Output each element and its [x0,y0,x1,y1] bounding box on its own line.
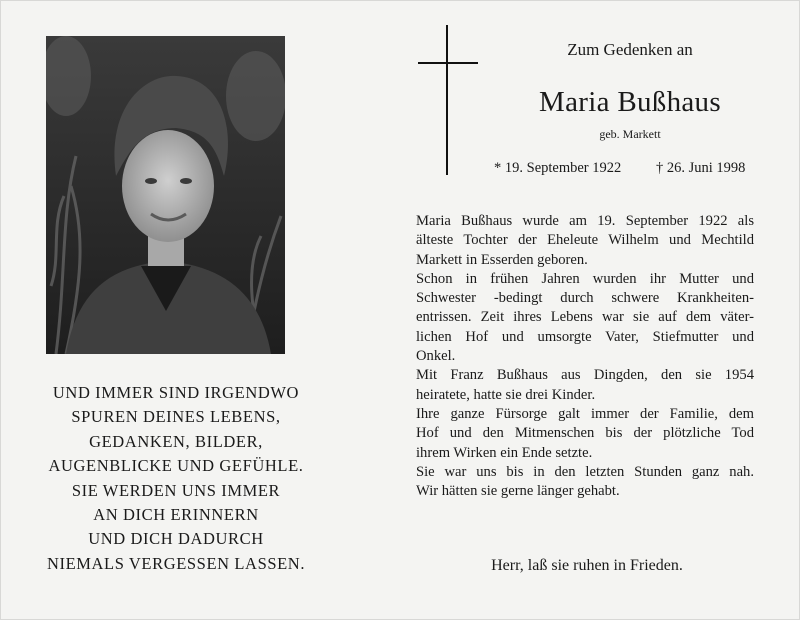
bio-line: Hof und den Mitmenschen bis der plötzliche Tod [416,425,754,442]
poem-line: UND DICH DADURCH [88,529,264,549]
deceased-name: Maria Bußhaus [539,86,721,118]
poem-line: UND IMMER SIND IRGENDWO [52,383,300,402]
bio-line: Markett in Esserden geboren. [416,251,588,268]
poem-line: AN DICH ERINNERN [93,505,259,525]
bio-line: Ihre ganze Fürsorge galt immer der Familie, dem [416,405,754,422]
bio-line: Schwester -bedingt durch schwere Krankheiten- [416,290,754,307]
bio-line: heiratete, hatte sie drei Kinder. [416,386,596,403]
memorial-intro: Zum Gedenken an [567,40,693,59]
biography [416,212,754,501]
death-date: † 26. Juni 1998 [656,160,746,176]
poem-line: SIE WERDEN UNS IMMER [71,480,281,500]
poem-line: GEDANKEN, BILDER, [89,431,263,451]
poem-line: SPUREN DEINES LEBENS, [71,407,281,427]
cross-icon [418,25,478,175]
bio-line: lichen Hof und umsorgte Vater, Stiefmutter und [416,328,754,345]
memorial-poem [20,381,332,576]
birth-date: * 19. September 1922 [494,160,622,176]
poem-line: AUGENBLICKE UND GEFÜHLE. [48,456,304,476]
birth-name: geb. Markett [599,127,661,141]
bio-line: entrissen. Zeit ihres Lebens war sie auf dem väter- [416,309,754,326]
closing-prayer: Herr, laß sie ruhen in Frieden. [491,557,683,574]
bio-line: Maria Bußhaus wurde am 19. September 1922 als [416,213,754,229]
bio-line: Sie war uns bis in den letzten Stunden ganz nah. [416,463,754,480]
bio-line: älteste Tochter der Eheleute Wilhelm und Mechtild [416,232,754,249]
portrait-photo [46,36,285,354]
bio-line: Onkel. [416,348,456,365]
bio-line: Mit Franz Bußhaus aus Dingden, den sie 1954 [416,367,754,384]
bio-line: ihrem Wirken ein Ende setzte. [416,444,593,461]
poem-line: NIEMALS VERGESSEN LASSEN. [46,553,306,573]
bio-line: Schon in frühen Jahren wurden ihr Mutter und [416,270,754,287]
bio-line: Wir hätten sie gerne länger gehabt. [416,483,620,500]
